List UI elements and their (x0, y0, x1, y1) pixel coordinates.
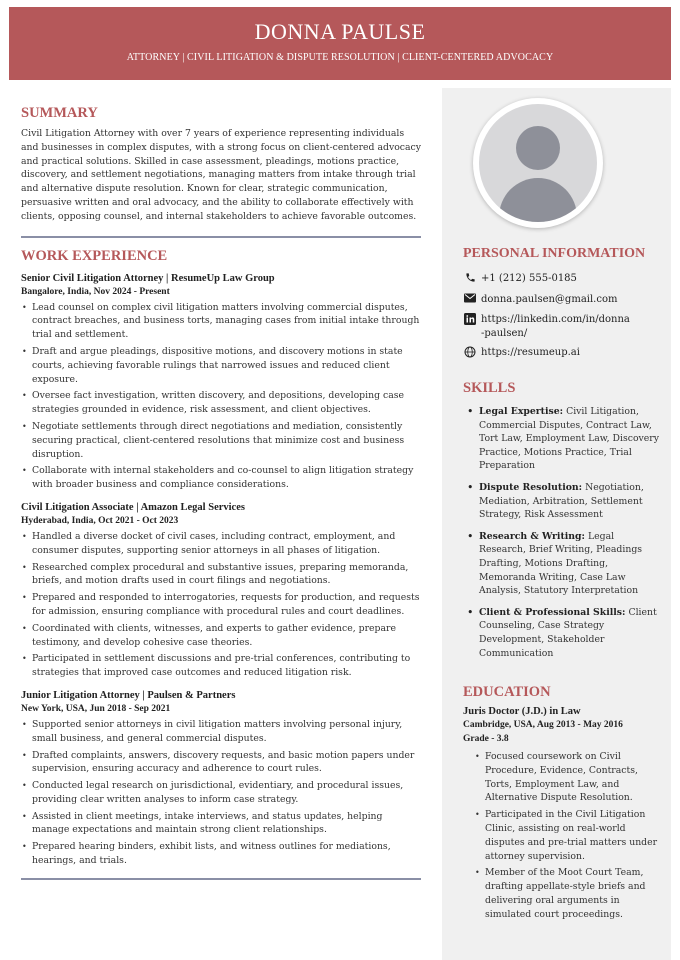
job-bullet: • Drafted complaints, answers, discovery requests, and basic motion papers under supervision, ensuring accuracy and adherence to court rules. (32, 749, 421, 777)
job-bullet: • Conducted legal research on jurisdictional, evidentiary, and procedural issues, providing clear written analyses to inform case strategy. (32, 779, 421, 807)
skill-text: Civil Litigation, Commercial Disputes, Contract Law, Tort Law, Employment Law, Discovery Practice, Motions Practice, Trial Preparation (479, 406, 659, 472)
job-bullet: • Oversee fact investigation, written discovery, and depositions, developing case strategies grounded in evidence, risk assessment, and client objectives. (32, 389, 421, 417)
work-experience-heading: WORK EXPERIENCE (21, 247, 168, 264)
job-location-dates: Hyderabad, India, Oct 2021 - Oct 2023 (21, 515, 179, 526)
education-bullet: • Member of the Moot Court Team, drafting appellate-style briefs and delivering oral arguments in simulated court proceedings. (485, 866, 663, 921)
job-bullet: • Collaborate with internal stakeholders and co-counsel to align litigation strategy with broader business and compliance considerations. (32, 464, 421, 492)
job-bullet: • Prepared hearing binders, exhibit lists, and witness outlines for mediations, hearings, and trials. (32, 840, 421, 868)
contact-linkedin (463, 313, 663, 341)
globe-icon (463, 346, 477, 363)
education-location-dates: Cambridge, USA, Aug 2013 - May 2016 (463, 720, 623, 730)
section-divider (21, 236, 421, 238)
section-divider (21, 878, 421, 880)
website-url[interactable]: https://resumeup.ai (481, 347, 580, 358)
skill-item (463, 481, 663, 522)
avatar-body-shape (499, 178, 577, 222)
skill-label: Client & Professional Skills: (479, 606, 626, 618)
skills-section (463, 380, 663, 668)
summary-text: Civil Litigation Attorney with over 7 years of experience representing individuals and businesses in complex disputes, with a strong focus on client-centered advocacy and practical solutions. Skilled in case assessment, pleadings, motions practice, discovery, and settlement negotiations, managing matters from intake through trial and alternative dispute resolution. Known for clear, strategic communication, persuasive written and oral advocacy, and the ability to collaborate effectively with clients, opposing counsel, and internal stakeholders to achieve favorable outcomes. (21, 128, 422, 222)
sidebar (442, 88, 671, 960)
linkedin-icon (463, 313, 477, 330)
headline: ATTORNEY | CIVIL LITIGATION & DISPUTE RESOLUTION | CLIENT-CENTERED ADVOCACY (126, 52, 554, 63)
skill-text: Negotiation, Mediation, Arbitration, Settlement Strategy, Risk Assessment (479, 481, 644, 521)
personal-information-heading: PERSONAL INFORMATION (463, 246, 646, 261)
job-bullets (21, 301, 421, 492)
job-bullet: • Handled a diverse docket of civil cases, including contract, employment, and consumer disputes, supporting senior attorneys in all phases of litigation. (32, 530, 421, 558)
job-entry (21, 272, 421, 492)
education-section (463, 684, 663, 925)
job-bullet: • Assisted in client meetings, intake interviews, and status updates, helping manage expectations and maintain strong client relationships. (32, 810, 421, 838)
job-bullets (21, 718, 421, 868)
job-bullet: • Prepared and responded to interrogatories, requests for production, and requests for admission, ensuring compliance with procedural rules and court deadlines. (32, 591, 421, 619)
email-address[interactable]: donna.paulsen@gmail.com (481, 294, 618, 305)
job-bullet: • Draft and argue pleadings, dispositive motions, and discovery motions in state courts, achieving favorable rulings that narrowed issues and reduced client exposure. (32, 345, 421, 386)
job-bullet: • Researched complex procedural and substantive issues, preparing memoranda, briefs, and motion drafts used in court filings and negotiations. (32, 561, 421, 589)
main-column (21, 105, 421, 890)
phone-icon (463, 272, 477, 288)
job-title: Civil Litigation Associate | Amazon Legal Services (21, 501, 245, 513)
job-entry (21, 689, 421, 868)
education-heading: EDUCATION (463, 684, 551, 700)
job-location-dates: New York, USA, Jun 2018 - Sep 2021 (21, 703, 171, 714)
avatar-placeholder-icon (479, 104, 597, 222)
job-bullet: • Lead counsel on complex civil litigation matters involving commercial disputes, contract breaches, and business torts, managing cases from initial intake through trial and settlement. (32, 301, 421, 342)
education-bullet: • Focused coursework on Civil Procedure, Evidence, Contracts, Torts, Employment Law, and Alternative Dispute Resolution. (485, 750, 663, 805)
skill-item (463, 530, 663, 598)
resume-header (9, 7, 671, 80)
avatar-head-shape (516, 126, 560, 170)
education-grade: Grade - 3.8 (463, 733, 509, 744)
skill-label: Dispute Resolution: (479, 481, 583, 493)
job-title: Junior Litigation Attorney | Paulsen & Partners (21, 689, 236, 701)
avatar (473, 98, 603, 228)
skill-text: Legal Research, Brief Writing, Pleadings Drafting, Motions Drafting, Memoranda Writing, Case Law Analysis, Statutory Interpretation (479, 530, 643, 597)
summary-heading: SUMMARY (21, 105, 98, 121)
skill-item (463, 606, 663, 660)
contact-website (463, 346, 663, 363)
job-bullet: • Supported senior attorneys in civil litigation matters involving personal injury, small business, and general commercial disputes. (32, 718, 421, 746)
contact-phone (463, 272, 663, 288)
skills-heading: SKILLS (463, 380, 516, 396)
skill-text: Client Counseling, Case Strategy Development, Stakeholder Communication (479, 606, 657, 659)
degree-title: Juris Doctor (J.D.) in Law (463, 706, 581, 717)
skill-label: Research & Writing: (479, 530, 585, 542)
personal-information-section (463, 246, 663, 368)
skill-label: Legal Expertise: (479, 406, 564, 417)
job-bullets (21, 530, 421, 680)
skill-item (463, 405, 663, 473)
job-title: Senior Civil Litigation Attorney | ResumeUp Law Group (21, 272, 275, 284)
candidate-name: DONNA PAULSE (254, 19, 426, 44)
contact-email (463, 293, 663, 308)
job-location-dates: Bangalore, India, Nov 2024 - Present (21, 286, 170, 297)
job-bullet: • Negotiate settlements through direct negotiations and mediation, consistently securing practical, client-centered resolutions that minimize cost and business disruption. (32, 420, 421, 461)
education-bullet: • Participated in the Civil Litigation Clinic, assisting on real-world disputes and pre-trial matters under attorney supervision. (485, 808, 663, 863)
job-bullet: • Participated in settlement discussions and pre-trial conferences, contributing to strategies that improved case outcomes and reduced litigation risk. (32, 652, 421, 680)
email-icon (463, 293, 477, 308)
phone-number: +1 (212) 555-0185 (481, 273, 577, 284)
job-bullet: • Coordinated with clients, witnesses, and experts to gather evidence, prepare testimony, and develop cohesive case theories. (32, 622, 421, 650)
job-entry (21, 501, 421, 680)
education-bullets (463, 750, 663, 922)
linkedin-url[interactable]: https://linkedin.com/in/donna-paulsen/ (481, 314, 630, 339)
